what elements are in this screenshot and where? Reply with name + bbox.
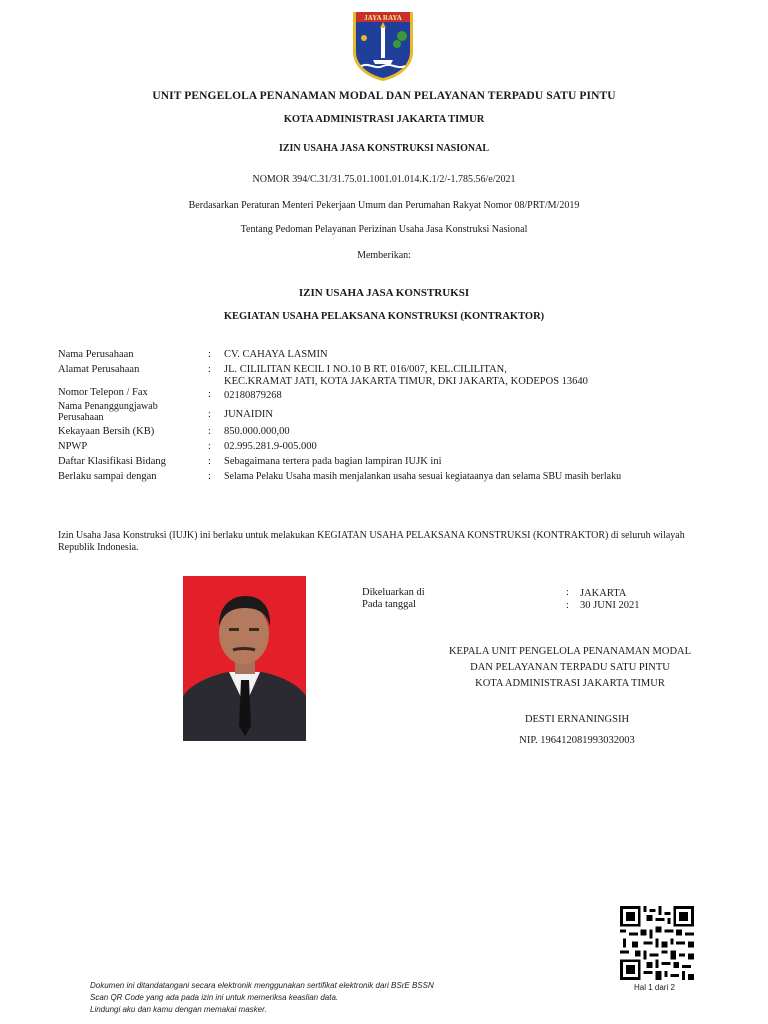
company-address-label: Alamat Perusahaan: [58, 364, 140, 375]
colon: :: [208, 456, 211, 467]
classification-label: Daftar Klasifikasi Bidang: [58, 456, 166, 467]
responsible-person-value: JUNAIDIN: [224, 409, 273, 420]
signatory-title-line3: KOTA ADMINISTRASI JAKARTA TIMUR: [475, 678, 665, 689]
grants-text: Memberikan:: [357, 250, 411, 261]
validity-statement: Izin Usaha Jasa Konstruksi (IUJK) ini berlaku untuk melakukan KEGIATAN USAHA PELAKSANA KONSTRUKSI (KONTRAKTOR) di seluruh wilayah Republik Indonesia.: [58, 530, 685, 553]
colon: :: [208, 471, 211, 482]
validity-label: Berlaku sampai dengan: [58, 471, 157, 482]
npwp-value: 02.995.281.9-005.000: [224, 441, 317, 452]
issued-at-label: Dikeluarkan di: [362, 587, 425, 598]
colon: :: [208, 364, 211, 375]
issued-date-label: Pada tanggal: [362, 599, 416, 610]
net-worth-value: 850.000.000,00: [224, 426, 290, 437]
signatory-name: DESTI ERNANINGSIH: [524, 714, 630, 725]
holder-photo: [183, 576, 306, 741]
qr-code-icon[interactable]: [620, 906, 694, 980]
colon: :: [208, 389, 211, 400]
legal-basis-line1: Berdasarkan Peraturan Menteri Pekerjaan Umum dan Perumahan Rakyat Nomor 08/PRT/M/2019: [188, 200, 580, 211]
agency-name: UNIT PENGELOLA PENANAMAN MODAL DAN PELAYANAN TERPADU SATU PINTU: [152, 90, 616, 102]
page-indicator: Hal 1 dari 2: [634, 983, 675, 992]
responsible-person-label-line1: Nama Penanggungjawab: [58, 401, 158, 412]
company-name-value: CV. CAHAYA LASMIN: [224, 349, 328, 360]
permit-subtitle: KEGIATAN USAHA PELAKSANA KONSTRUKSI (KONTRAKTOR): [223, 311, 545, 322]
issued-date-value: 30 JUNI 2021: [580, 600, 640, 611]
net-worth-label: Kekayaan Bersih (KB): [58, 426, 155, 437]
company-name-label: Nama Perusahaan: [58, 349, 134, 360]
company-address-value-line2: KEC.KRAMAT JATI, KOTA JAKARTA TIMUR, DKI JAKARTA, KODEPOS 13640: [224, 376, 588, 387]
colon: :: [208, 441, 211, 452]
colon: :: [208, 409, 211, 420]
validity-value: Selama Pelaku Usaha masih menjalankan usaha sesuai kegiataanya dan selama SBU masih berlaku: [224, 471, 622, 482]
responsible-person-label-line2: Perusahaan: [58, 412, 104, 423]
signatory-nip: NIP. 196412081993032003: [519, 735, 635, 746]
footer-line-2: Scan QR Code yang ada pada izin ini untuk memeriksa keaslian data.: [90, 993, 339, 1002]
document-title: IZIN USAHA JASA KONSTRUKSI NASIONAL: [278, 143, 490, 154]
signatory-title-line1: KEPALA UNIT PENGELOLA PENANAMAN MODAL: [448, 646, 692, 657]
npwp-label: NPWP: [58, 441, 88, 452]
colon: :: [566, 587, 569, 598]
issued-at-value: JAKARTA: [580, 588, 627, 599]
phone-value: 02180879268: [224, 390, 282, 401]
signatory-title-line2: DAN PELAYANAN TERPADU SATU PINTU: [470, 662, 670, 673]
classification-value: Sebagaimana tertera pada bagian lampiran IUJK ini: [224, 456, 442, 467]
colon: :: [566, 600, 569, 611]
footer-line-1: Dokumen ini ditandatangani secara elektronik menggunakan sertifikat elektronik dari BSrE BSSN: [90, 981, 434, 990]
phone-label: Nomor Telepon / Fax: [58, 387, 148, 398]
colon: :: [208, 426, 211, 437]
colon: :: [208, 349, 211, 360]
emblem-banner-text: JAYA RAYA: [364, 14, 402, 22]
legal-basis-line2: Tentang Pedoman Pelayanan Perizinan Usaha Jasa Konstruksi Nasional: [240, 224, 528, 235]
city-name: KOTA ADMINISTRASI JAKARTA TIMUR: [283, 114, 485, 125]
company-address-value-line1: JL. CILILITAN KECIL I NO.10 B RT. 016/007, KEL.CILILITAN,: [224, 364, 507, 375]
jakarta-emblem-icon: [347, 8, 419, 82]
document-number: NOMOR 394/C.31/31.75.01.1001.01.014.K.1/2/-1.785.56/e/2021: [252, 174, 516, 185]
footer-line-3: Lindungi aku dan kamu dengan memakai masker.: [90, 1005, 267, 1014]
permit-title: IZIN USAHA JASA KONSTRUKSI: [298, 287, 470, 299]
